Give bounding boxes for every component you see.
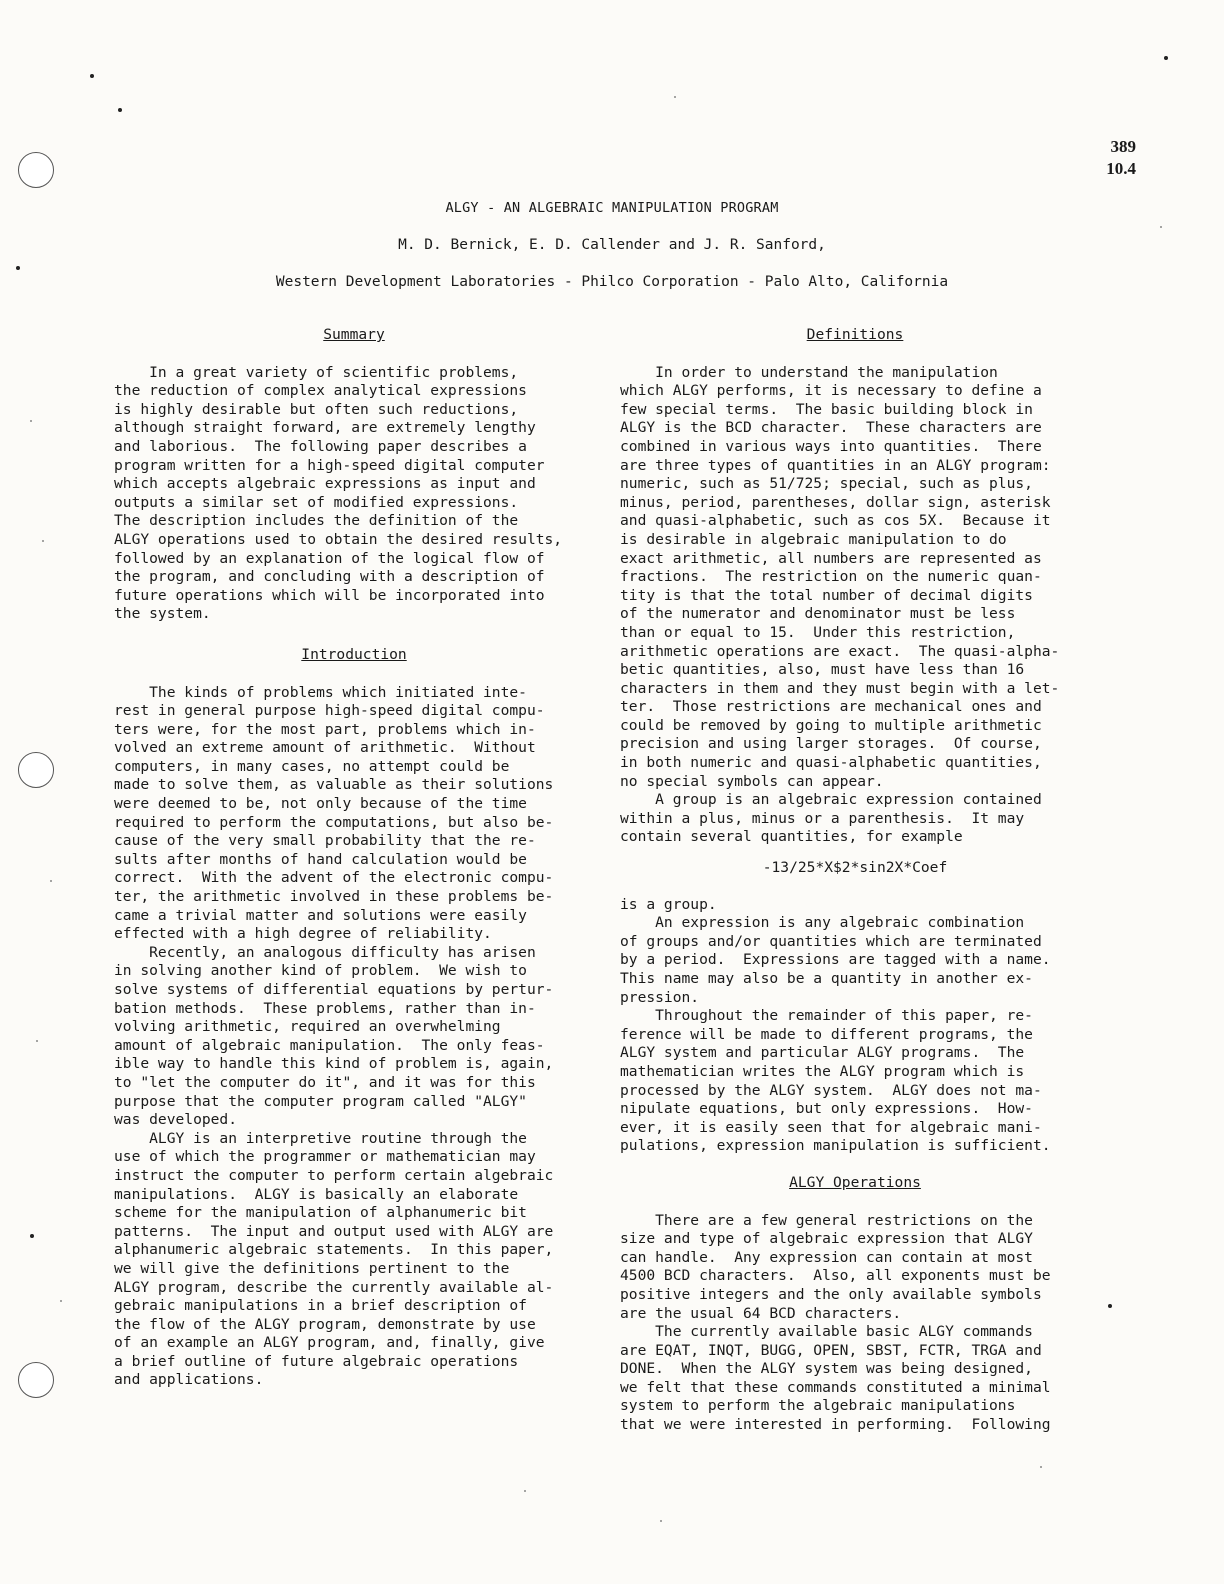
text-line: patterns. The input and output used with ALGY are: [114, 1222, 554, 1240]
paper-authors: M. D. Bernick, E. D. Callender and J. R. Sanford,: [398, 237, 826, 253]
section-number: 10.4: [1106, 159, 1136, 178]
speckle-mark: [60, 1300, 62, 1302]
text-line: future operations which will be incorporated into: [114, 586, 545, 604]
text-line: exact arithmetic, all numbers are represented as: [620, 549, 1042, 567]
text-line: An expression is any algebraic combination: [620, 914, 1025, 932]
text-line: is highly desirable but often such reductions,: [114, 400, 519, 418]
text-line: ible way to handle this kind of problem is, again,: [114, 1055, 554, 1073]
text-line: In a great variety of scientific problems,: [114, 363, 519, 381]
text-line: can handle. Any expression can contain at most: [620, 1248, 1033, 1266]
text-line: The description includes the definition of the: [114, 512, 519, 530]
text-line: volved an extreme amount of arithmetic. Without: [114, 739, 536, 757]
text-line: ALGY system and particular ALGY programs. The: [620, 1044, 1025, 1062]
text-line: ALGY is the BCD character. These characters are: [620, 419, 1042, 437]
text-line: size and type of algebraic expression that ALGY: [620, 1230, 1033, 1248]
text-line: ever, it is easily seen that for algebraic mani-: [620, 1118, 1042, 1136]
example-formula: -13/25*X$2*sin2X*Coef: [762, 859, 948, 877]
speckle-mark: [36, 1040, 38, 1042]
text-line: and laborious. The following paper describes a: [114, 437, 527, 455]
text-line: bation methods. These problems, rather than in-: [114, 999, 536, 1017]
speckle-mark: [1164, 56, 1168, 60]
punch-hole-icon: [18, 752, 54, 788]
text-line: made to solve them, as valuable as their solutions: [114, 776, 554, 794]
text-line: tity is that the total number of decimal digits: [620, 586, 1033, 604]
text-line: instruct the computer to perform certain algebraic: [114, 1166, 554, 1184]
text-line: scheme for the manipulation of alphanumeric bit: [114, 1204, 527, 1222]
text-line: of an example an ALGY program, and, finally, give: [114, 1334, 545, 1352]
text-line: of the numerator and denominator must be less: [620, 605, 1016, 623]
text-line: The currently available basic ALGY commands: [620, 1323, 1033, 1341]
speckle-mark: [42, 540, 44, 542]
text-line: characters in them and they must begin with a let-: [620, 679, 1060, 697]
text-line: ALGY is an interpretive routine through the: [114, 1129, 527, 1147]
text-line: combined in various ways into quantities. There: [620, 437, 1042, 455]
text-line: followed by an explanation of the logical flow of: [114, 549, 545, 567]
text-line: pression.: [620, 988, 700, 1006]
page-number-block: [1106, 136, 1136, 180]
text-line: ference will be made to different programs, the: [620, 1025, 1033, 1043]
text-line: ter. Those restrictions are mechanical ones and: [620, 698, 1042, 716]
text-line: amount of algebraic manipulation. The only feas-: [114, 1036, 545, 1054]
text-line: and applications.: [114, 1371, 264, 1389]
speckle-mark: [30, 1234, 34, 1238]
text-line: positive integers and the only available symbols: [620, 1285, 1042, 1303]
text-line: betic quantities, also, must have less than 16: [620, 661, 1025, 679]
text-line: is desirable in algebraic manipulation to do: [620, 530, 1007, 548]
section-heading-definitions: Definitions: [806, 326, 904, 343]
text-line: the flow of the ALGY program, demonstrate by use: [114, 1315, 536, 1333]
text-line: are the usual 64 BCD characters.: [620, 1304, 902, 1322]
text-line: processed by the ALGY system. ALGY does not ma-: [620, 1081, 1042, 1099]
text-line: There are a few general restrictions on the: [620, 1211, 1033, 1229]
page-number: 389: [1110, 137, 1136, 156]
text-line: in both numeric and quasi-alphabetic quantities,: [620, 754, 1042, 772]
speckle-mark: [90, 74, 94, 78]
text-line: the program, and concluding with a description of: [114, 568, 545, 586]
text-line: Throughout the remainder of this paper, re-: [620, 1007, 1033, 1025]
punch-hole-icon: [18, 1362, 54, 1398]
text-line: sults after months of hand calculation would be: [114, 850, 527, 868]
text-line: In order to understand the manipulation: [620, 363, 998, 381]
speckle-mark: [674, 96, 676, 98]
text-line: of groups and/or quantities which are terminated: [620, 932, 1042, 950]
text-line: a brief outline of future algebraic operations: [114, 1352, 519, 1370]
text-line: which accepts algebraic expressions as input and: [114, 475, 536, 493]
text-line: which ALGY performs, it is necessary to define a: [620, 382, 1042, 400]
text-line: A group is an algebraic expression contained: [620, 791, 1042, 809]
paper-affiliation: Western Development Laboratories - Philco Corporation - Palo Alto, California: [275, 274, 949, 290]
speckle-mark: [118, 108, 122, 112]
definitions-body-continued: [620, 896, 1090, 1156]
text-line: ALGY program, describe the currently available al-: [114, 1278, 554, 1296]
text-line: alphanumeric algebraic statements. In this paper,: [114, 1241, 554, 1259]
text-line: rest in general purpose high-speed digital compu-: [114, 702, 545, 720]
text-line: arithmetic operations are exact. The quasi-alpha-: [620, 642, 1060, 660]
text-line: fractions. The restriction on the numeric quan-: [620, 568, 1042, 586]
introduction-body: [114, 684, 594, 1391]
text-line: within a plus, minus or a parenthesis. It may: [620, 809, 1025, 827]
punch-hole-icon: [18, 152, 54, 188]
text-line: Recently, an analogous difficulty has arisen: [114, 943, 536, 961]
section-heading-summary: Summary: [323, 326, 385, 343]
text-line: The kinds of problems which initiated inte-: [114, 683, 527, 701]
speckle-mark: [50, 880, 52, 882]
section-heading-algy-operations: ALGY Operations: [789, 1173, 921, 1191]
text-line: that we were interested in performing. Following: [620, 1416, 1051, 1434]
speckle-mark: [1160, 226, 1162, 228]
text-line: program written for a high-speed digital computer: [114, 456, 545, 474]
text-line: are three types of quantities in an ALGY program:: [620, 456, 1051, 474]
speckle-mark: [16, 266, 20, 270]
text-line: precision and using larger storages. Of course,: [620, 735, 1042, 753]
text-line: system to perform the algebraic manipulations: [620, 1397, 1016, 1415]
section-heading-introduction: Introduction: [301, 645, 407, 663]
text-line: 4500 BCD characters. Also, all exponents must be: [620, 1267, 1051, 1285]
text-line: nipulate equations, but only expressions. How-: [620, 1100, 1033, 1118]
left-column: [114, 326, 594, 1390]
text-line: are EQAT, INQT, BUGG, OPEN, SBST, FCTR, TRGA and: [620, 1341, 1042, 1359]
speckle-mark: [1108, 1304, 1112, 1308]
text-line: effected with a high degree of reliability.: [114, 925, 492, 943]
text-line: use of which the programmer or mathematician may: [114, 1148, 536, 1166]
text-line: ters were, for the most part, problems which in-: [114, 720, 536, 738]
text-line: computers, in many cases, no attempt could be: [114, 757, 510, 775]
text-line: no special symbols can appear.: [620, 772, 884, 790]
text-line: came a trivial matter and solutions were easily: [114, 906, 527, 924]
paper-title: ALGY - AN ALGEBRAIC MANIPULATION PROGRAM: [445, 200, 779, 216]
text-line: in solving another kind of problem. We wish to: [114, 962, 527, 980]
right-column: [620, 326, 1090, 1435]
text-line: is a group.: [620, 895, 717, 913]
speckle-mark: [524, 1490, 526, 1492]
text-line: minus, period, parentheses, dollar sign, asterisk: [620, 493, 1051, 511]
text-line: contain several quantities, for example: [620, 828, 963, 846]
text-line: to "let the computer do it", and it was for this: [114, 1073, 536, 1091]
text-line: correct. With the advent of the electronic compu-: [114, 869, 554, 887]
text-line: and quasi-alphabetic, such as cos 5X. Because it: [620, 512, 1051, 530]
algy-operations-body: [620, 1212, 1090, 1435]
text-line: the reduction of complex analytical expressions: [114, 382, 527, 400]
definitions-body: [620, 364, 1090, 847]
text-line: pulations, expression manipulation is sufficient.: [620, 1137, 1051, 1155]
text-line: mathematician writes the ALGY program which is: [620, 1062, 1025, 1080]
speckle-mark: [1040, 1466, 1042, 1468]
text-line: purpose that the computer program called "ALGY": [114, 1092, 527, 1110]
text-line: ALGY operations used to obtain the desired results,: [114, 530, 563, 548]
text-line: few special terms. The basic building block in: [620, 400, 1033, 418]
text-line: outputs a similar set of modified expressions.: [114, 493, 519, 511]
text-line: cause of the very small probability that the re-: [114, 832, 536, 850]
text-line: although straight forward, are extremely lengthy: [114, 419, 536, 437]
text-line: This name may also be a quantity in another ex-: [620, 970, 1033, 987]
text-line: by a period. Expressions are tagged with a name.: [620, 951, 1051, 969]
speckle-mark: [660, 1520, 662, 1522]
text-line: numeric, such as 51/725; special, such as plus,: [620, 475, 1033, 493]
text-line: were deemed to be, not only because of the time: [114, 795, 527, 813]
text-line: required to perform the computations, but also be-: [114, 813, 554, 831]
text-line: than or equal to 15. Under this restriction,: [620, 623, 1016, 641]
text-line: DONE. When the ALGY system was being designed,: [620, 1360, 1033, 1378]
text-line: the system.: [114, 605, 211, 623]
text-line: volving arithmetic, required an overwhelming: [114, 1018, 501, 1036]
summary-body: [114, 364, 594, 624]
text-line: ter, the arithmetic involved in these problems be-: [114, 888, 554, 906]
text-line: we will give the definitions pertinent to the: [114, 1259, 510, 1277]
text-line: manipulations. ALGY is basically an elaborate: [114, 1185, 519, 1203]
text-line: was developed.: [114, 1111, 238, 1129]
speckle-mark: [30, 420, 32, 422]
text-line: could be removed by going to multiple arithmetic: [620, 716, 1042, 734]
text-line: solve systems of differential equations by pertur-: [114, 981, 554, 998]
text-line: we felt that these commands constituted a minimal: [620, 1378, 1051, 1396]
text-line: gebraic manipulations in a brief description of: [114, 1297, 527, 1315]
